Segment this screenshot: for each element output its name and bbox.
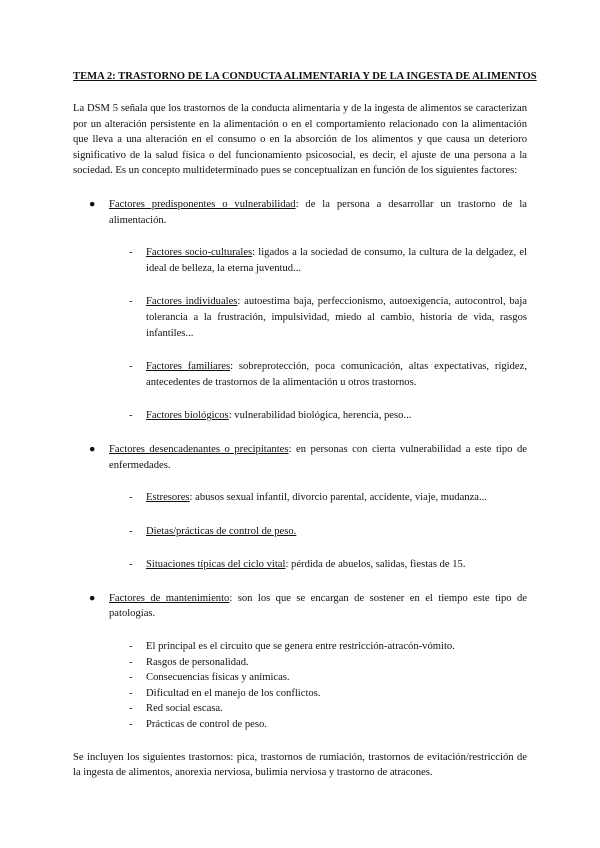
item-text: Rasgos de personalidad. [146,656,249,668]
item-label: Factores familiares [146,361,231,373]
dash-icon: - [129,559,133,571]
item-text: : sobreprotección, poca comunicación, altas expectativas, rigidez, antecedentes de trastornos de la alimentación u otros trastornos. [146,361,527,388]
intro-paragraph: La DSM 5 señala que los trastornos de la conducta alimentaria y de la ingesta de alimentos se caracterizan por un alteración persistente en la alimentación o en el comportamiento relacionado con la alimentación que lleva a una alteración en el consumo o en la absorción de los alimentos y que causa un deterioro significativo de la salud física o del funcionamiento psicosocial, es decir, el ajuste de una persona a la sociedad. Es un concepto multideterminado pues se conceptualizan en función de los siguientes factores: [73,103,527,177]
bullet-desencadenantes [73,442,527,473]
item-label: Estresores [146,492,190,504]
list-item [73,717,527,733]
bullet-text: : en personas con cierta vulnerabilidad a este tipo de enfermedades. [109,443,527,471]
dash-icon: - [129,687,133,699]
conclusion-paragraph: Se incluyen los siguientes trastornos: pica, trastornos de rumiación, trastornos de evitación/restricción de la ingesta de alimentos, anorexia nerviosa, bulimia nerviosa y trastorno de atracones. [73,751,527,779]
bullet-text: : son los que se encargan de sostener en el tiempo este tipo de patologías. [109,592,527,620]
list-item [73,359,527,390]
list-item [73,686,527,702]
item-text: El principal es el circuito que se genera entre restricción-atracón-vómito. [146,641,455,653]
dash-icon: - [129,656,133,668]
bullet-dot-icon: ● [89,592,96,604]
item-text: Red social escasa. [146,703,223,715]
bullet-predisponentes [73,197,527,228]
bullet-mantenimiento [73,591,527,622]
item-text: : vulnerabilidad biológica, herencia, peso... [228,410,412,422]
dash-icon: - [129,296,133,308]
bullet-label: Factores desencadenantes o precipitantes [109,443,289,455]
bullet-label: Factores de mantenimiento [109,592,230,604]
list-item [73,557,527,573]
dash-icon: - [129,672,133,684]
list-item [73,655,527,671]
dash-icon: - [129,492,133,504]
item-text: Prácticas de control de peso. [146,719,267,731]
dash-icon: - [129,410,133,422]
item-label: Factores socio-culturales [146,247,253,259]
item-label: Dietas/prácticas de control de peso. [146,525,297,537]
dash-icon: - [129,525,133,537]
list-item [73,524,527,540]
list-item [73,490,527,506]
mantenimiento-list [73,639,527,733]
item-label: Factores biológicos [146,410,229,422]
list-item [73,245,527,276]
dash-icon: - [129,361,133,373]
item-text: : abusos sexual infantil, divorcio parental, accidente, viaje, mudanza... [189,492,487,504]
bullet-dot-icon: ● [89,443,96,455]
list-item [73,639,527,655]
list-item [73,294,527,341]
item-text: Consecuencias físicas y anímicas. [146,672,290,684]
list-item [73,408,527,424]
item-text: Dificultad en el manejo de los conflictos. [146,687,321,699]
list-item [73,670,527,686]
dash-icon: - [129,247,133,259]
dash-icon: - [129,641,133,653]
bullet-label: Factores predisponentes o vulnerabilidad [109,198,296,210]
list-item [73,701,527,717]
item-text: : ligados a la sociedad de consumo, la cultura de la delgadez, el ideal de belleza, la eterna juventud... [146,247,527,274]
item-label: Situaciones típicas del ciclo vital [146,559,286,571]
dash-icon: - [129,703,133,715]
item-text: : pérdida de abuelos, salidas, fiestas de 15. [285,559,466,571]
item-label: Factores individuales [146,296,238,308]
item-text: : autoestima baja, perfeccionismo, autoexigencia, autocontrol, baja tolerancia a la frustración, impulsividad, miedo al cambio, historia de vida, rasgos infantiles... [146,296,527,339]
bullet-text: : de la persona a desarrollar un trastorno de la alimentación. [109,198,527,226]
dash-icon: - [129,719,133,731]
document-title: TEMA 2: TRASTORNO DE LA CONDUCTA ALIMENTARIA Y DE LA INGESTA DE ALIMENTOS [73,71,537,82]
bullet-dot-icon: ● [89,198,96,210]
